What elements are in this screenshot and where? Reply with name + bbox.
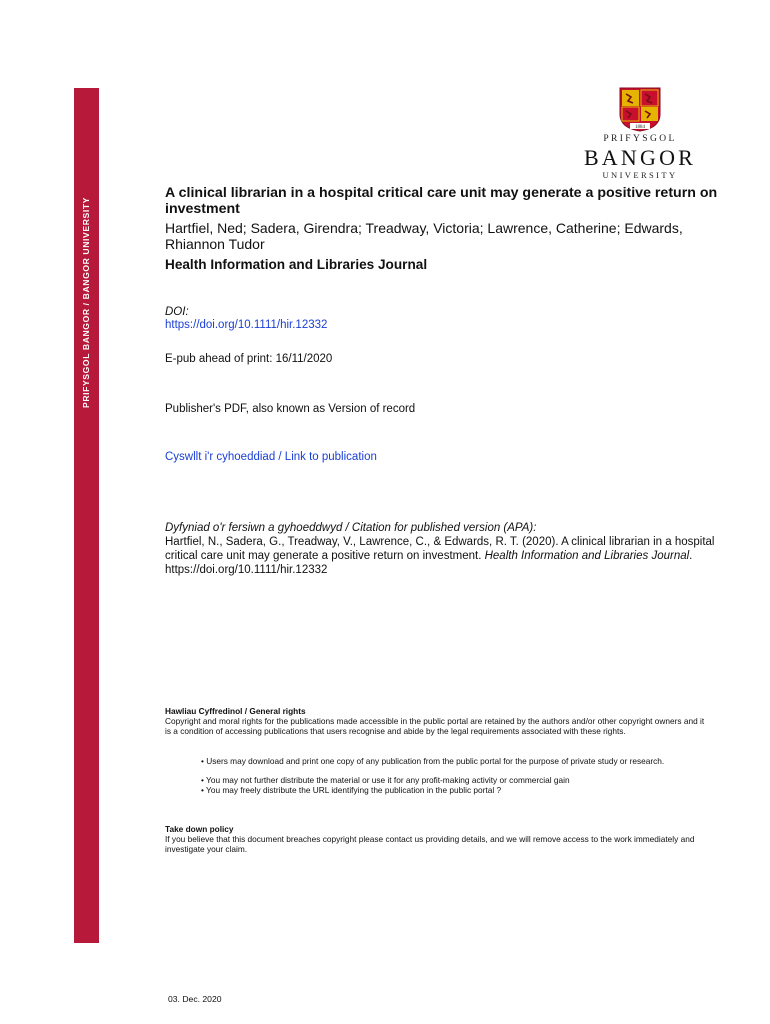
paper-authors: Hartfiel, Ned; Sadera, Girendra; Treadway, Victoria; Lawrence, Catherine; Edwards, Rhiannon Tudor [165, 220, 683, 252]
publication-link[interactable]: Cyswllt i'r cyhoeddiad / Link to publication [165, 451, 377, 463]
citation-label: Dyfyniad o'r fersiwn a gyhoeddwyd / Citation for published version (APA): [165, 522, 537, 534]
journal-name: Health Information and Libraries Journal [165, 257, 428, 272]
citation-doi: . https://doi.org/10.1111/hir.12332 [165, 550, 693, 576]
paper-title: A clinical librarian in a hospital critical care unit may generate a positive return on investment [165, 185, 718, 217]
logo-bottom-text: UNIVERSITY [602, 170, 678, 180]
rights-bullet: • Users may download and print one copy of any publication from the public portal for the purpose of private study or research. [201, 756, 665, 766]
citation-journal: Health Information and Libraries Journal [484, 550, 690, 562]
logo-main-text: BANGOR [583, 145, 697, 170]
logo-top-text: PRIFYSGOL [603, 134, 677, 144]
sidebar-text: PRIFYSGOL BANGOR / BANGOR UNIVERSITY [81, 197, 91, 408]
takedown-body: If you believe that this document breaches copyright please contact us providing details, and we will remove access to the work immediately and investigate your claim. [165, 834, 695, 854]
rights-bullet: • You may not further distribute the material or use it for any profit-making activity or commercial gain [201, 775, 570, 785]
rights-body: Copyright and moral rights for the publications made accessible in the public portal are retained by the authors and/or other copyright owners and it is a condition of accessing publications that users recognise and abide by the legal requirements associated with these rights. [165, 716, 705, 736]
doi-link[interactable]: https://doi.org/10.1111/hir.12332 [165, 319, 328, 331]
rights-bullet: • You may freely distribute the URL identifying the publication in the public portal ? [201, 785, 502, 795]
footer-date: 03. Dec. 2020 [168, 994, 222, 1004]
university-sidebar [74, 88, 99, 943]
rights-heading: Hawliau Cyffredinol / General rights [165, 706, 306, 716]
doi-label: DOI: [165, 306, 189, 318]
epub-date: E-pub ahead of print: 16/11/2020 [165, 353, 333, 365]
citation-main: Hartfiel, N., Sadera, G., Treadway, V., Lawrence, C., & Edwards, R. T. (2020). A clinical librarian in a hospital critical care unit may generate a positive return on investment. [165, 536, 715, 562]
crest-icon [618, 86, 662, 132]
citation-text [165, 535, 725, 577]
version-note: Publisher's PDF, also known as Version of record [165, 403, 416, 415]
takedown-heading: Take down policy [165, 824, 234, 834]
crest-year: 1884 [635, 125, 645, 130]
